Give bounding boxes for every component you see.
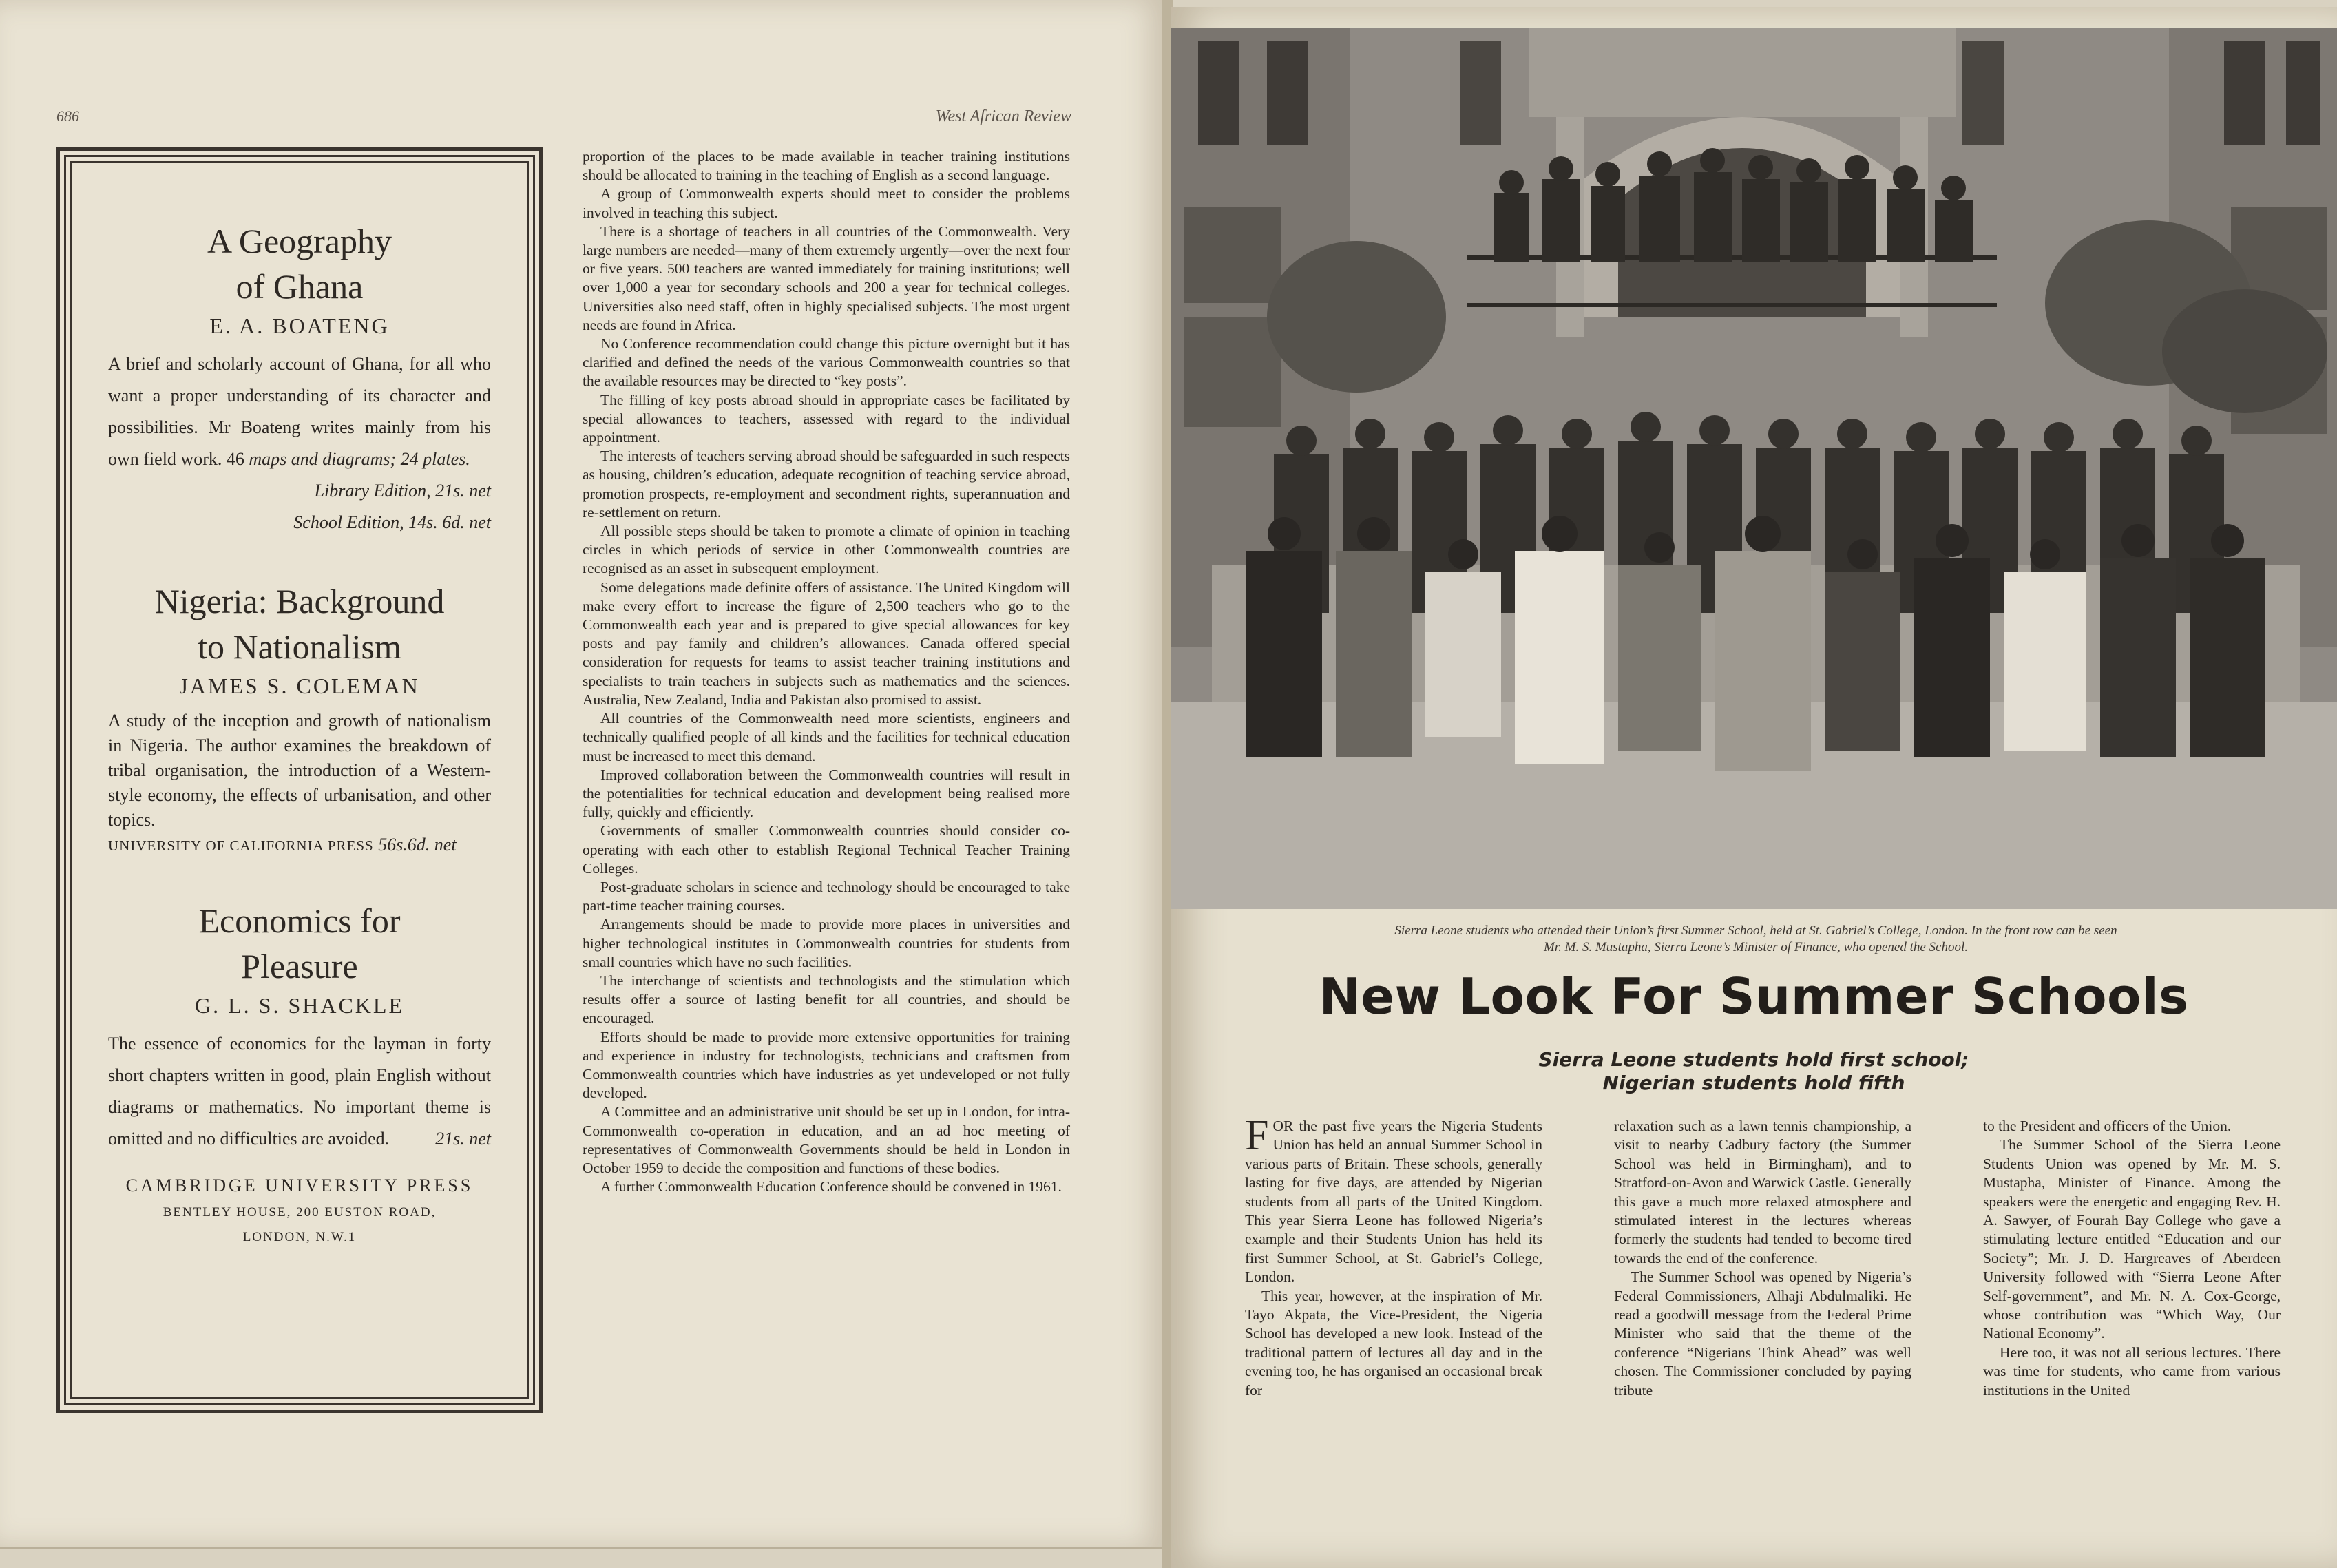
book-title: of Ghana bbox=[235, 267, 364, 306]
ad-book-economics-for-pleasure bbox=[108, 898, 491, 1155]
article-paragraph: Efforts should be made to provide more extensive opportunities for training and experience in industry for technologists, technicians and craftsmen from Commonwealth countries which have industries as yet undeveloped or not fully developed. bbox=[583, 1028, 1070, 1102]
article-body bbox=[1245, 1112, 2281, 1427]
article-paragraph: Post-graduate scholars in science and technology should be encouraged to take part-time teacher training courses. bbox=[583, 878, 1070, 914]
book-price: 21s. net bbox=[435, 1129, 491, 1149]
running-head: West African Review bbox=[935, 107, 1071, 125]
ad-book-geography-of-ghana bbox=[108, 218, 491, 539]
subhead-line: Nigerian students hold fifth bbox=[1602, 1072, 1905, 1094]
article-paragraph: Arrangements should be made to provide more places in universities and higher technological institutes in Commonwealth countries for students from small countries which have no such facilities. bbox=[583, 916, 1070, 970]
book-author: E. A. BOATENG bbox=[209, 313, 390, 338]
page-number: 686 bbox=[56, 107, 79, 125]
article-paragraph: proportion of the places to be made available in teacher training institutions should be allocated to training in the teaching of English as a second language. bbox=[583, 148, 1070, 184]
article-paragraph: No Conference recommendation could change this picture overnight but it has clarified and defined the needs of the various Commonwealth countries so that the available resources may be directed to “key posts”. bbox=[583, 335, 1070, 390]
article-paragraph: The filling of key posts abroad should in appropriate cases be facilitated by special allowances to teachers, assessed with regard to the individual appointment. bbox=[583, 391, 1070, 446]
body-paragraph: This year, however, at the inspiration of Mr. Tayo Akpata, the Vice-President, the Nigeria School has developed a new look. Instead of the traditional pattern of lectures all day and in the evening too, he has organised an occasional break for bbox=[1245, 1287, 1542, 1399]
book-description: A brief and scholarly account of Ghana, for all who want a proper understanding of its character and possibilities. Mr Boateng writes mainly from his own field work. 46 maps and diagrams; 24 plates. bbox=[108, 354, 491, 469]
group-photo bbox=[1171, 28, 2337, 909]
article-paragraph: Some delegations made definite offers of assistance. The United Kingdom will make every effort to increase the figure of 2,500 teachers who go to the Commonwealth each year and is prepared to give special allowances for key posts and pay family and children’s allowances. Canada offered special consideration for requests for teams to assist teacher training institutions and specialists to train teachers in subjects such as mathematics and the sciences. Australia, New Zealand, India and Pakistan also promised to assist. bbox=[583, 578, 1070, 708]
drop-cap: F bbox=[1245, 1112, 1269, 1159]
book-title: Pleasure bbox=[241, 947, 358, 985]
body-paragraph: FOR the past five years the Nigeria Students Union has held an annual Summer School in various parts of Britain. These schools, generally lasting for five days, are attended by Nigerian students from all parts of the United Kingdom. This year Sierra Leone has followed Nigeria’s example and their Students Union has held its first Summer School, at St. Gabriel’s College, London. bbox=[1245, 1112, 1542, 1286]
left-page bbox=[0, 0, 1164, 1549]
book-title: to Nationalism bbox=[198, 627, 401, 666]
article-paragraph: The interchange of scientists and technologists and the stimulation which results offer a source of lasting benefit for all countries, and should be encouraged. bbox=[583, 972, 1070, 1027]
body-column-3 bbox=[1983, 1117, 2281, 1400]
body-paragraph: The Summer School of the Sierra Leone Students Union was opened by Mr. M. S. Mustapha, Minister of Finance. Among the speakers were the energetic and engaging Rev. H. A. Sawyer, of Fourah Bay College who gave a stimulating lecture entitled “Education and our Society”; Mr. J. D. Hargreaves of Aberdeen University followed with “Sierra Leone After Self-government”, and Mr. N. A. Cox-George, whose contribution was “Which Way, Our National Economy”. bbox=[1983, 1136, 2281, 1342]
caption-line: Mr. M. S. Mustapha, Sierra Leone’s Minister of Finance, who opened the School. bbox=[1543, 940, 1969, 954]
book-title: A Geography bbox=[207, 222, 392, 260]
book-author: G. L. S. SHACKLE bbox=[194, 993, 404, 1018]
publisher-address: LONDON, N.W.1 bbox=[242, 1230, 357, 1244]
subhead-line: Sierra Leone students hold first school; bbox=[1538, 1048, 1969, 1071]
article-paragraph: There is a shortage of teachers in all countries of the Commonwealth. Very large numbers are needed—many of them extremely urgently—over the next four or five years. 500 teachers are wanted immediately for training institutions; well over 1,000 a year for secondary schools and 200 a year for technical colleges. Universities also need staff, often in highly specialised subjects. The most urgent needs are found in Africa. bbox=[583, 222, 1070, 333]
body-paragraph: to the President and officers of the Union. bbox=[1983, 1118, 2232, 1134]
body-paragraph: The Summer School was opened by Nigeria’s Federal Commissioners, Alhaji Abdulmaliki. He read a goodwill message from the Federal Prime Minister who said that the theme of the conference “Nigerians Think Ahead” was well chosen. The Commissioner concluded by paying tribute bbox=[1614, 1268, 1911, 1399]
article-paragraph: All possible steps should be taken to promote a climate of opinion in teaching circles in which periods of service in other Commonwealth countries are recognised as an asset in subsequent employment. bbox=[583, 523, 1070, 577]
book-advertisement bbox=[56, 147, 543, 1413]
publisher-address: BENTLEY HOUSE, 200 EUSTON ROAD, bbox=[163, 1205, 437, 1220]
body-column-1 bbox=[1245, 1112, 1542, 1400]
photo-caption bbox=[1260, 923, 2252, 956]
body-column-2 bbox=[1614, 1117, 1911, 1400]
publisher-name: CAMBRIDGE UNIVERSITY PRESS bbox=[125, 1175, 474, 1195]
article-paragraph: A Committee and an administrative unit should be set up in London, for intra-Commonwealth co-operation in education, and an ad hoc meeting of representatives of Commonwealth Governments should be held in London in October 1959 to decide the composition and functions of these bodies. bbox=[583, 1103, 1070, 1176]
book-publisher-price: UNIVERSITY OF CALIFORNIA PRESS 56s.6d. net bbox=[108, 835, 457, 855]
ad-book-nigeria-background bbox=[108, 578, 491, 858]
article-column bbox=[583, 147, 1070, 1196]
article-paragraph: Governments of smaller Commonwealth countries should consider co-operating with each other to establish Regional Technical Teacher Training Colleges. bbox=[583, 822, 1070, 877]
body-paragraph: relaxation such as a lawn tennis championship, a visit to nearby Cadbury factory (the Summer School was held in Birmingham), and to Stratford-on-Avon and Warwick Castle. Generally this gave a much more relaxed atmosphere and stimulated interest in the lectures whereas formerly the students had tended to become tired towards the end of the conference. bbox=[1614, 1118, 1911, 1266]
article-paragraph: The interests of teachers serving abroad should be safeguarded in such respects as housing, children’s education, adequate recognition of teaching service abroad, promotion prospects, re-employment and secondment rights, superannuation and re-settlement on return. bbox=[583, 448, 1070, 521]
article-headline: New Look For Summer Schools bbox=[1319, 968, 2189, 1025]
body-paragraph: Here too, it was not all serious lectures. There was time for students, who came from various institutions in the United bbox=[1983, 1344, 2281, 1399]
group-photo-illustration bbox=[1171, 28, 2337, 909]
right-page bbox=[1171, 7, 2337, 1568]
book-price: School Edition, 14s. 6d. net bbox=[293, 512, 491, 532]
article-subhead bbox=[1171, 1048, 2337, 1095]
caption-line: Sierra Leone students who attended their Union’s first Summer School, held at St. Gabriel’s College, London. In the front row can be seen bbox=[1394, 923, 2117, 938]
book-title: Nigeria: Background bbox=[154, 582, 445, 620]
book-description: A study of the inception and growth of nationalism in Nigeria. The author examines the breakdown of tribal organisation, the introduction of a Western-style economy, the effects of urbanisation, and other topics. bbox=[108, 711, 491, 830]
book-price: Library Edition, 21s. net bbox=[314, 481, 491, 501]
article-paragraph: Improved collaboration between the Commonwealth countries will result in the potentialities for technical education and development being realised more fully, quickly and efficiently. bbox=[583, 766, 1070, 821]
book-title: Economics for bbox=[198, 901, 401, 940]
book-description: The essence of economics for the layman in forty short chapters written in good, plain English without diagrams or mathematics. No important theme is omitted and no difficulties are avoided. bbox=[108, 1034, 491, 1149]
article-paragraph: All countries of the Commonwealth need more scientists, engineers and technically qualified people of all kinds and the facilities for technical education must be increased to meet this demand. bbox=[583, 710, 1070, 764]
article-paragraph: A further Commonwealth Education Conference should be convened in 1961. bbox=[600, 1178, 1062, 1195]
article-paragraph: A group of Commonwealth experts should meet to consider the problems involved in teaching this subject. bbox=[583, 185, 1070, 221]
book-author: JAMES S. COLEMAN bbox=[179, 673, 420, 698]
